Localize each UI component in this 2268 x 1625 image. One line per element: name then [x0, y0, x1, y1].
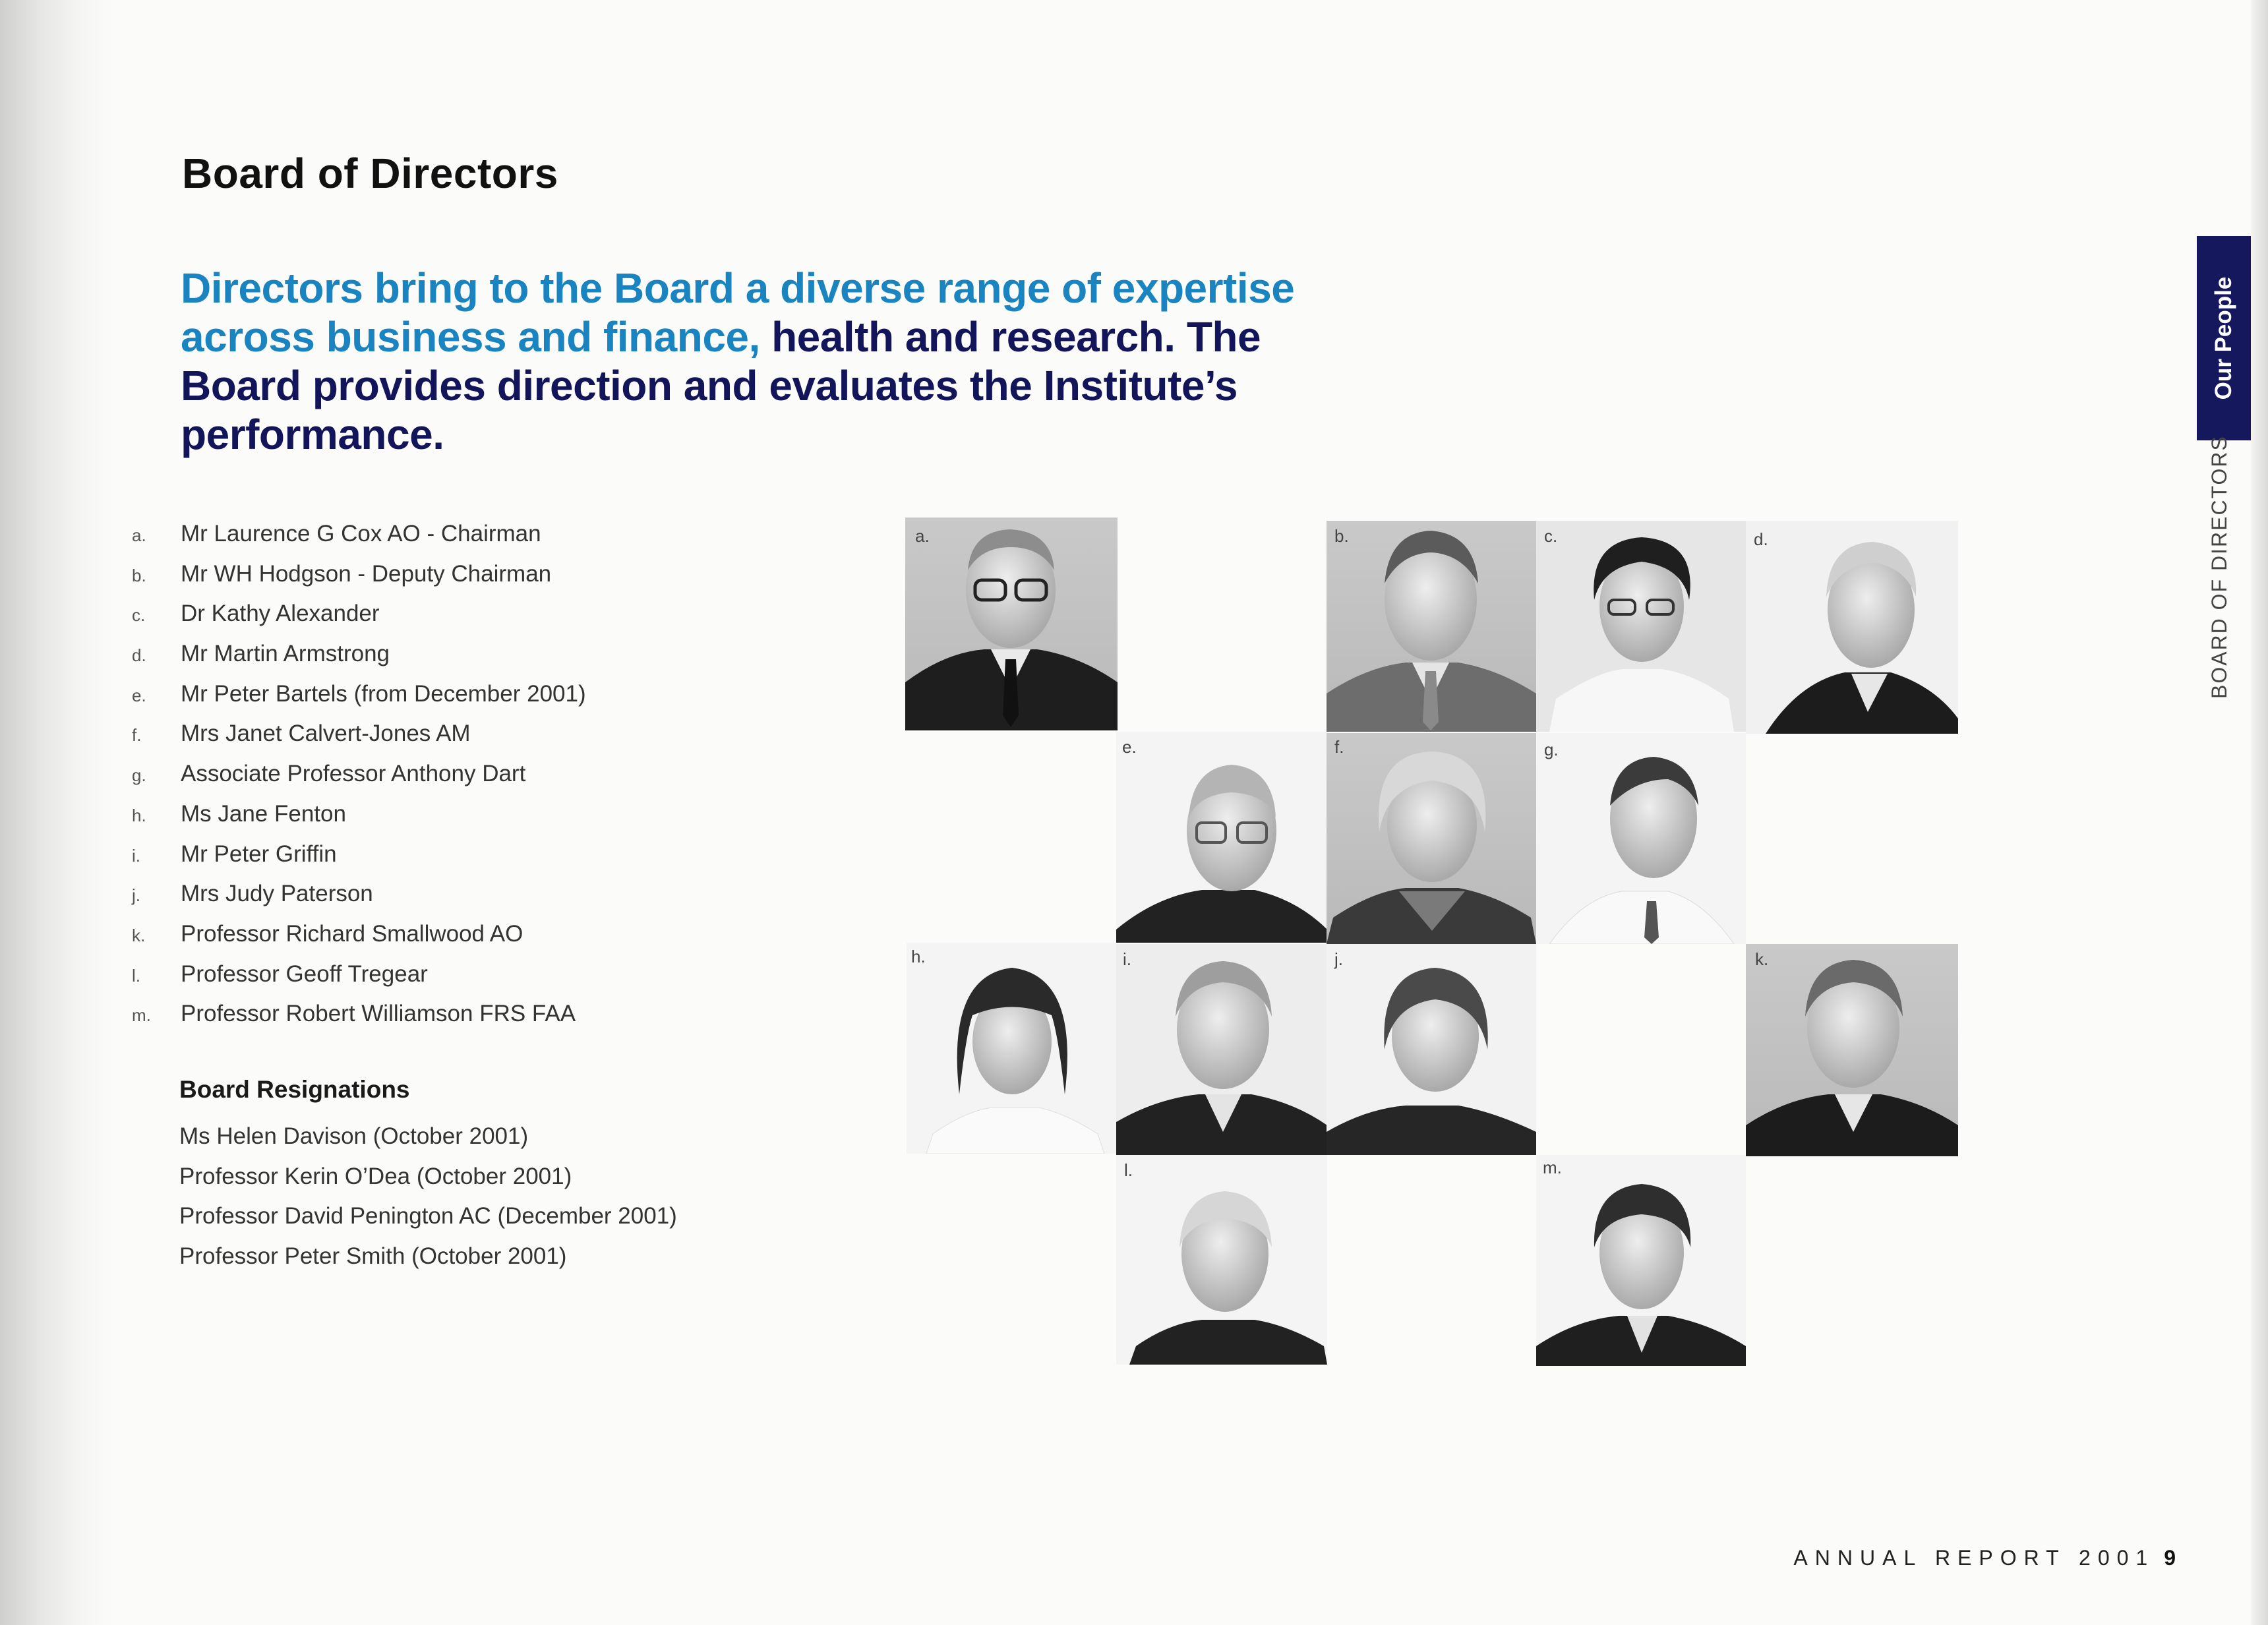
resignation-item: Professor Peter Smith (October 2001)	[179, 1243, 567, 1269]
side-section-label: BOARD OF DIRECTORS	[2207, 435, 2231, 699]
director-name: Mrs Judy Paterson	[181, 881, 373, 907]
director-name: Professor Robert Williamson FRS FAA	[181, 1001, 576, 1027]
portrait-silhouette	[1536, 1155, 1746, 1366]
intro-accent-text: Directors bring to the Board a diverse range of expertise across business and finance,	[181, 264, 1295, 361]
page-edge	[2251, 0, 2268, 1625]
portrait-m	[1536, 1155, 1746, 1366]
director-item	[132, 874, 586, 914]
portrait-silhouette	[1116, 732, 1327, 943]
director-name: Professor Geoff Tregear	[181, 960, 428, 987]
portrait-h	[907, 943, 1116, 1154]
photo-label: e.	[1122, 737, 1137, 757]
director-letter: l.	[132, 965, 140, 986]
director-letter: g.	[132, 765, 146, 786]
director-letter: h.	[132, 805, 146, 825]
director-item	[132, 674, 586, 715]
director-name: Mr Martin Armstrong	[181, 641, 390, 667]
director-name: Mr WH Hodgson - Deputy Chairman	[181, 560, 552, 587]
director-item	[132, 754, 586, 794]
director-letter: k.	[132, 925, 146, 945]
portrait-silhouette	[1536, 733, 1746, 944]
footer-report-title: ANNUAL REPORT 2001	[1793, 1546, 2155, 1570]
director-item	[132, 914, 586, 955]
page-footer	[1793, 1546, 2176, 1570]
portrait-silhouette	[1327, 944, 1536, 1155]
portrait-k	[1746, 944, 1958, 1156]
photo-label: f.	[1334, 737, 1344, 757]
page-title: Board of Directors	[182, 150, 558, 197]
photo-label: j.	[1334, 949, 1343, 969]
section-tab-label: Our People	[2211, 276, 2236, 400]
director-name: Professor Richard Smallwood AO	[181, 920, 523, 947]
director-name: Mr Peter Bartels (from December 2001)	[181, 680, 586, 707]
photo-label: d.	[1754, 529, 1768, 549]
portrait-d	[1746, 521, 1958, 734]
photo-label: g.	[1544, 740, 1559, 759]
portrait-silhouette	[907, 943, 1116, 1154]
director-letter: j.	[132, 885, 140, 906]
director-item	[132, 835, 586, 875]
photo-label: l.	[1124, 1160, 1133, 1180]
portrait-silhouette	[1116, 1155, 1327, 1365]
portrait-g	[1536, 733, 1746, 944]
director-letter: f.	[132, 725, 142, 746]
director-letter: b.	[132, 565, 146, 585]
portrait-silhouette	[1116, 944, 1327, 1155]
director-item	[132, 594, 586, 634]
resignation-item: Ms Helen Davison (October 2001)	[179, 1123, 529, 1149]
director-item	[132, 514, 586, 554]
photo-label: k.	[1755, 949, 1769, 969]
intro-statement	[181, 264, 1354, 459]
photo-label: c.	[1544, 526, 1558, 546]
section-tab-our-people	[2197, 236, 2251, 440]
portrait-silhouette	[1746, 521, 1958, 734]
director-letter: c.	[132, 605, 146, 626]
director-item	[132, 554, 586, 595]
page-number: 9	[2164, 1546, 2176, 1570]
director-item	[132, 994, 586, 1034]
director-letter: i.	[132, 845, 140, 866]
photo-label: b.	[1334, 526, 1349, 546]
director-name: Associate Professor Anthony Dart	[181, 761, 526, 787]
director-letter: m.	[132, 1005, 151, 1026]
director-letter: a.	[132, 525, 146, 545]
portrait-b	[1327, 521, 1536, 732]
director-letter: d.	[132, 645, 146, 666]
portrait-c	[1536, 521, 1746, 732]
resignations-list	[179, 1117, 677, 1276]
director-item	[132, 794, 586, 835]
portrait-silhouette	[1327, 733, 1536, 944]
director-item	[132, 634, 586, 674]
resignations-heading: Board Resignations	[179, 1076, 410, 1103]
director-item	[132, 955, 586, 995]
director-name: Ms Jane Fenton	[181, 800, 346, 827]
photo-label: h.	[911, 947, 926, 966]
photo-label: i.	[1123, 949, 1131, 969]
portrait-silhouette	[1536, 521, 1746, 732]
director-name: Dr Kathy Alexander	[181, 601, 380, 627]
portrait-e	[1116, 732, 1327, 943]
directors-list	[132, 514, 586, 1034]
photo-label: m.	[1543, 1158, 1562, 1177]
director-name: Mr Laurence G Cox AO - Chairman	[181, 521, 541, 547]
portrait-a	[905, 517, 1118, 730]
intro-rest-text: health and research. The Board provides direction and evaluates the Institute’s performance.	[181, 313, 1261, 458]
portrait-silhouette	[1746, 944, 1958, 1156]
director-name: Mr Peter Griffin	[181, 841, 337, 867]
photo-label: a.	[915, 526, 930, 546]
resignation-item: Professor Kerin O’Dea (October 2001)	[179, 1163, 572, 1189]
director-letter: e.	[132, 685, 146, 705]
portrait-silhouette	[1327, 521, 1536, 732]
portrait-silhouette	[905, 517, 1118, 730]
director-name: Mrs Janet Calvert-Jones AM	[181, 721, 471, 747]
portrait-i	[1116, 944, 1327, 1155]
resignation-item: Professor David Penington AC (December 2001)	[179, 1203, 677, 1229]
portrait-f	[1327, 733, 1536, 944]
binding-gutter	[0, 0, 112, 1625]
portrait-l	[1116, 1155, 1327, 1365]
director-item	[132, 714, 586, 754]
portrait-j	[1327, 944, 1536, 1155]
